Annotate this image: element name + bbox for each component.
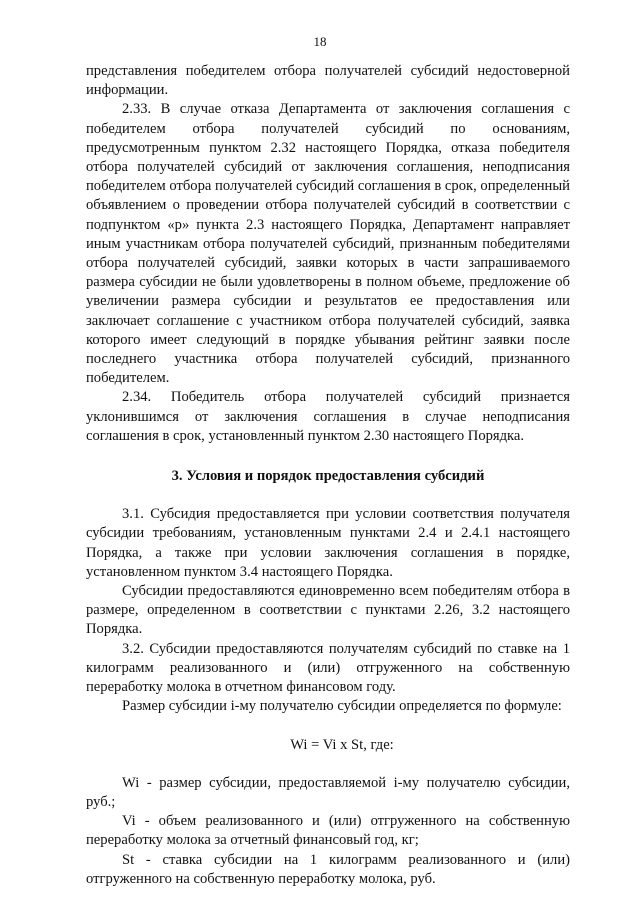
definition-st: St - ставка субсидии на 1 килограмм реализованного и (или) отгруженного на собственную переработку молока, руб.: [86, 851, 570, 887]
formula: Wi = Vi x St, где:: [290, 736, 394, 753]
paragraph-3-1: 3.1. Субсидия предоставляется при условии соответствия получателя субсидии требованиям, установленным пунктами 2.4 и 2.4.1 настоящего Порядка, а также при условии заключения соглашения в порядке, установленном пунктом 3.4 настоящего Порядка.: [86, 506, 570, 580]
definition-vi: Vi - объем реализованного и (или) отгруженного на собственную переработку молока за отчетный финансовый год, кг;: [86, 813, 570, 849]
paragraph-continuation: представления победителем отбора получателей субсидий недостоверной информации.: [86, 63, 570, 99]
definition-wi: Wi - размер субсидии, предоставляемой i-му получателю субсидии, руб.;: [86, 774, 570, 810]
paragraph-2-33: 2.33. В случае отказа Департамента от заключения соглашения с победителем отбора получателей субсидий по основаниям, предусмотренным пунктом 2.32 настоящего Порядка, отказа победителя отбора получателей субсидий от заключения соглашения, неподписания победителем отбора получателей субсидий соглашения в срок, определенный объявлением о проведении отбора получателей субсидий в соответствии с подпунктом «р» пункта 2.3 настоящего Порядка, Департамент направляет иным участникам отбора получателей субсидий, признанным победителями отбора получателей субсидий, заявки которых в части запрашиваемого размера субсидии не были удовлетворены в полном объеме, предложение об увеличении размера субсидии и результатов ее предоставления или заключает соглашение с участником отбора получателей субсидий, заявка которого имеет следующий в порядке убывания рейтинг заявки после последнего участника отбора получателей субсидий, признанного победителем.: [86, 101, 570, 387]
paragraph-subsidy-once: Субсидии предоставляются единовременно всем победителям отбора в размере, определенном в соответствии с пунктами 2.26, 3.2 настоящего Порядка.: [86, 583, 570, 638]
page-number: 18: [313, 34, 327, 49]
section-heading: 3. Условия и порядок предоставления субсидий: [171, 468, 485, 485]
paragraph-formula-intro: Размер субсидии i-му получателю субсидии определяется по формуле:: [122, 698, 562, 715]
document-body: [86, 62, 570, 889]
paragraph-2-34: 2.34. Победитель отбора получателей субсидий признается уклонившимся от заключения соглашения в случае неподписания соглашения в срок, установленный пунктом 2.30 настоящего Порядка.: [86, 389, 570, 444]
paragraph-3-2: 3.2. Субсидии предоставляются получателям субсидий по ставке на 1 килограмм реализованного и (или) отгруженного на собственную переработку молока в отчетном финансовом году.: [86, 640, 570, 696]
